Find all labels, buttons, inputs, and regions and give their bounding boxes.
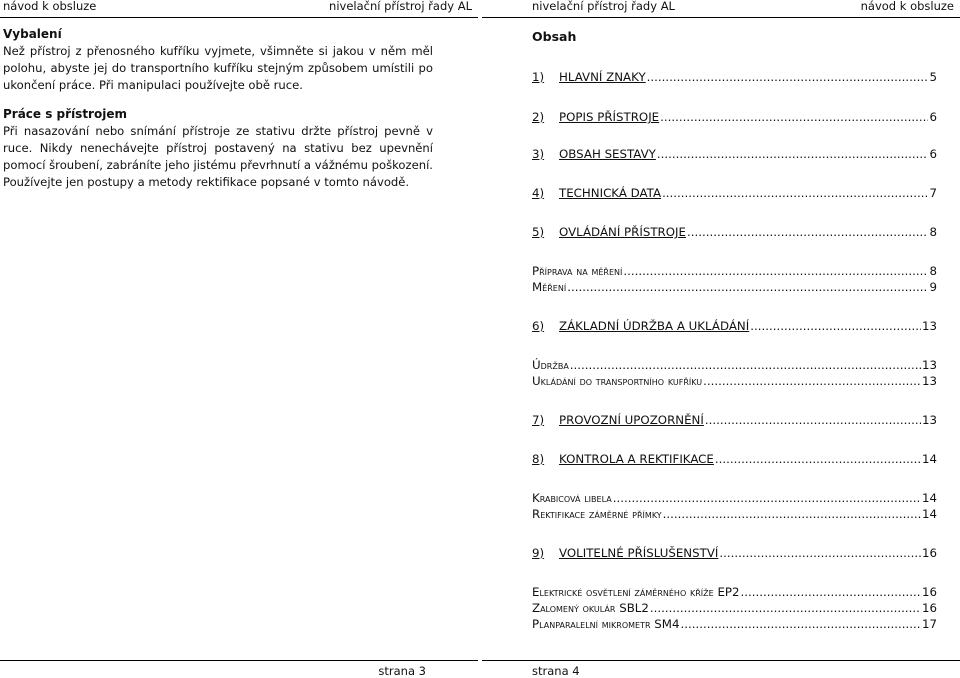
toc-entry-number: 4) xyxy=(532,186,545,200)
header-right-text: nivelační přístroj řady AL xyxy=(329,0,472,13)
toc-dot-leader xyxy=(567,280,928,294)
toc-dot-leader xyxy=(705,413,921,427)
toc-entry-number: 8) xyxy=(532,452,545,466)
toc-entry-title: KONTROLA A REKTIFIKACE xyxy=(559,452,714,466)
toc-title: Obsah xyxy=(532,29,577,44)
toc-dot-leader xyxy=(570,358,921,372)
toc-entry[interactable] xyxy=(532,374,937,388)
toc-entry-page: 17 xyxy=(921,617,937,631)
toc-entry-title: Krabicová libela xyxy=(532,491,612,505)
toc-entry-number: 5) xyxy=(532,225,545,239)
toc-entry-title: Měření xyxy=(532,280,567,294)
section-text: Než přístroj z přenosného kufříku vyjmete, všimněte si jakou v něm měl polohu, abyste jej do transportního kufříku stejným způsobem umístili po ukončení práce. Při manipulaci používejte obě ruce. xyxy=(3,44,433,92)
toc-entry-page: 7 xyxy=(929,186,937,200)
toc-entry-page: 13 xyxy=(921,358,937,372)
toc-dot-leader xyxy=(750,319,921,333)
toc-entry-page: 8 xyxy=(929,225,937,239)
toc-entry-number: 1) xyxy=(532,70,545,84)
header-right-text: návod k obsluze xyxy=(860,0,954,13)
toc-entry-page: 8 xyxy=(929,264,937,278)
toc-entry-title: HLAVNÍ ZNAKY xyxy=(559,70,646,84)
page-number: strana 4 xyxy=(532,664,580,678)
section-text: Při nasazování nebo snímání přístroje ze stativu držte přístroj pevně v ruce. Nikdy nenechávejte přístroj postavený na stativu bez upevnění pomocí šroubení, zabráníte jeho jistému převrhnutí a vážnému poškození. Používejte jen postupy a metody rektifikace popsané v tomto návodě. xyxy=(3,124,433,189)
toc-entry[interactable] xyxy=(532,70,937,84)
section-unpacking xyxy=(3,26,433,94)
section-working xyxy=(3,106,433,191)
toc-entry-title: Zalomený okulár SBL2 xyxy=(532,601,649,615)
toc-entry[interactable] xyxy=(532,585,937,599)
section-heading: Vybalení xyxy=(3,27,62,41)
toc-dot-leader xyxy=(657,147,929,161)
toc-entry[interactable] xyxy=(532,319,937,333)
toc-entry-title: Rektifikace záměrné přímky xyxy=(532,507,662,521)
toc-entry-title: Ukládání do transportního kufříku xyxy=(532,374,703,388)
toc-entry-page: 13 xyxy=(921,413,937,427)
toc-entry-title: OBSAH SESTAVY xyxy=(559,147,656,161)
running-footer xyxy=(482,660,960,678)
toc-entry-title: Údržba xyxy=(532,358,569,372)
left-page xyxy=(0,0,478,678)
toc-dot-leader xyxy=(662,186,928,200)
toc-dot-leader xyxy=(647,70,929,84)
toc-entry-title: PROVOZNÍ UPOZORNĚNÍ xyxy=(559,413,704,427)
toc-entry-page: 13 xyxy=(921,374,937,388)
toc-entry-page: 13 xyxy=(921,319,937,333)
toc-entry-page: 6 xyxy=(929,110,937,124)
toc-entry-page: 5 xyxy=(929,70,937,84)
toc-entry[interactable] xyxy=(532,147,937,161)
toc-entry[interactable] xyxy=(532,546,937,560)
page-number: strana 3 xyxy=(378,664,426,678)
toc-dot-leader xyxy=(719,546,921,560)
toc-entry-page: 16 xyxy=(921,601,937,615)
toc-dot-leader xyxy=(650,601,921,615)
toc-entry[interactable] xyxy=(532,186,937,200)
toc-entry-title: Elektrické osvětlení záměrného kříže EP2 xyxy=(532,585,740,599)
toc-entry[interactable] xyxy=(532,110,937,124)
toc-dot-leader xyxy=(680,617,921,631)
header-left-text: nivelační přístroj řady AL xyxy=(532,0,675,13)
toc-entry[interactable] xyxy=(532,617,937,631)
toc-entry[interactable] xyxy=(532,280,937,294)
section-heading: Práce s přístrojem xyxy=(3,107,127,121)
toc-dot-leader xyxy=(623,264,928,278)
toc-entry-number: 7) xyxy=(532,413,545,427)
toc-entry[interactable] xyxy=(532,507,937,521)
toc-dot-leader xyxy=(715,452,921,466)
toc-entry-title: POPIS PŘÍSTROJE xyxy=(559,110,660,124)
toc-entry[interactable] xyxy=(532,413,937,427)
toc-dot-leader xyxy=(687,225,929,239)
toc-entry-title: OVLÁDÁNÍ PŘÍSTROJE xyxy=(559,225,686,239)
toc-dot-leader xyxy=(663,507,921,521)
right-page xyxy=(482,0,960,678)
toc-entry-number: 6) xyxy=(532,319,545,333)
header-left-text: návod k obsluze xyxy=(3,0,97,13)
toc-dot-leader xyxy=(660,110,928,124)
toc-entry-page: 14 xyxy=(921,507,937,521)
running-header xyxy=(482,0,960,18)
toc-entry-page: 16 xyxy=(921,546,937,560)
running-header xyxy=(0,0,478,18)
toc-entry-title: Planparalelní mikrometr SM4 xyxy=(532,617,680,631)
running-footer xyxy=(0,660,478,678)
toc-entry[interactable] xyxy=(532,452,937,466)
toc-entry-number: 9) xyxy=(532,546,545,560)
toc-entry[interactable] xyxy=(532,491,937,505)
toc-entry-title: VOLITELNÉ PŘÍSLUŠENSTVÍ xyxy=(559,546,719,560)
toc-entry-title: ZÁKLADNÍ ÚDRŽBA A UKLÁDÁNÍ xyxy=(559,319,750,333)
toc-entry[interactable] xyxy=(532,225,937,239)
toc-entry-page: 9 xyxy=(929,280,937,294)
toc-entry-page: 14 xyxy=(921,452,937,466)
toc-entry-page: 16 xyxy=(921,585,937,599)
toc-entry[interactable] xyxy=(532,601,937,615)
toc-dot-leader xyxy=(741,585,921,599)
toc-entry[interactable] xyxy=(532,264,937,278)
toc-entry-title: TECHNICKÁ DATA xyxy=(559,186,662,200)
toc-entry-title: Příprava na měření xyxy=(532,264,623,278)
toc-entry[interactable] xyxy=(532,358,937,372)
toc-entry-number: 3) xyxy=(532,147,545,161)
toc-entry-page: 14 xyxy=(921,491,937,505)
toc-dot-leader xyxy=(613,491,921,505)
toc-dot-leader xyxy=(703,374,921,388)
toc-entry-page: 6 xyxy=(929,147,937,161)
toc-entry-number: 2) xyxy=(532,110,545,124)
